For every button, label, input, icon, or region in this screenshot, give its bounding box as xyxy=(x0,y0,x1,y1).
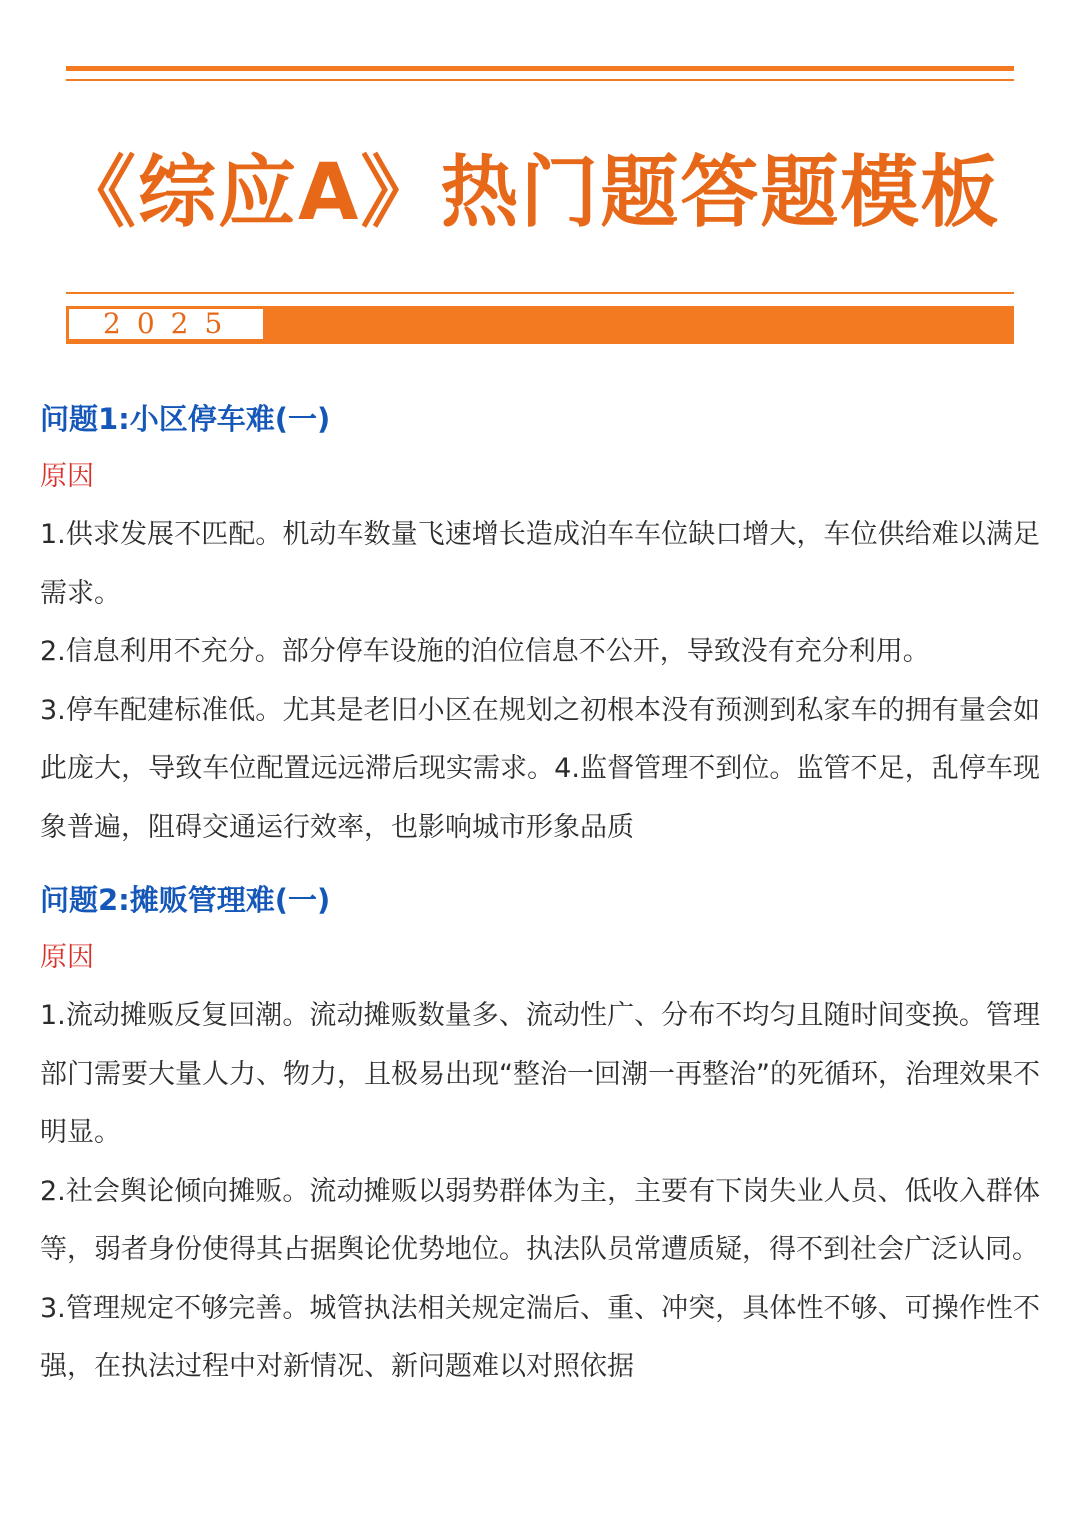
top-divider-thick xyxy=(66,66,1014,71)
section-title: 问题2:摊贩管理难(一) xyxy=(40,883,331,917)
paragraph: 3.停车配建标准低。尤其是老旧小区在规划之初根本没有预测到私家车的拥有量会如此庞大，导致车位配置远远滞后现实需求。4.监督管理不到位。监管不足，乱停车现象普遍，阻碍交通运行效率，也影响城市形象品质 xyxy=(40,694,1040,843)
paragraph: 1.流动摊贩反复回潮。流动摊贩数量多、流动性广、分布不均匀且随时间变换。管理部门需要大量人力、物力，且极易出现“整治一回潮一再整治”的死循环，治理效果不明显。 xyxy=(40,1000,1040,1148)
mid-divider xyxy=(66,292,1014,294)
paragraph: 2.信息利用不充分。部分停车设施的泊位信息不公开，导致没有充分利用。 xyxy=(40,636,930,667)
section-title: 问题1:小区停车难(一) xyxy=(40,402,331,436)
section-2 xyxy=(40,871,1040,1397)
section-label: 原因 xyxy=(40,461,94,492)
section-1 xyxy=(40,390,1040,857)
paragraph: 1.供求发展不匹配。机动车数量飞速增长造成泊车车位缺口增大，车位供给难以满足需求。 xyxy=(40,519,1040,609)
content-area xyxy=(40,390,1040,1397)
paragraph: 2.社会舆论倾向摊贩。流动摊贩以弱势群体为主，主要有下岗失业人员、低收入群体等，弱者身份使得其占据舆论优势地位。执法队员常遭质疑，得不到社会广泛认同。 xyxy=(40,1175,1040,1265)
page-title: 《综应A》热门题答题模板 xyxy=(58,148,1001,238)
top-divider-thin xyxy=(66,79,1014,81)
year-banner xyxy=(66,306,1014,344)
section-label: 原因 xyxy=(40,942,94,973)
paragraph: 3.管理规定不够完善。城管执法相关规定湍后、重、冲突，具体性不够、可操作性不强，在执法过程中对新情况、新问题难以对照依据 xyxy=(40,1292,1040,1382)
year-label: 2025 xyxy=(68,308,264,340)
